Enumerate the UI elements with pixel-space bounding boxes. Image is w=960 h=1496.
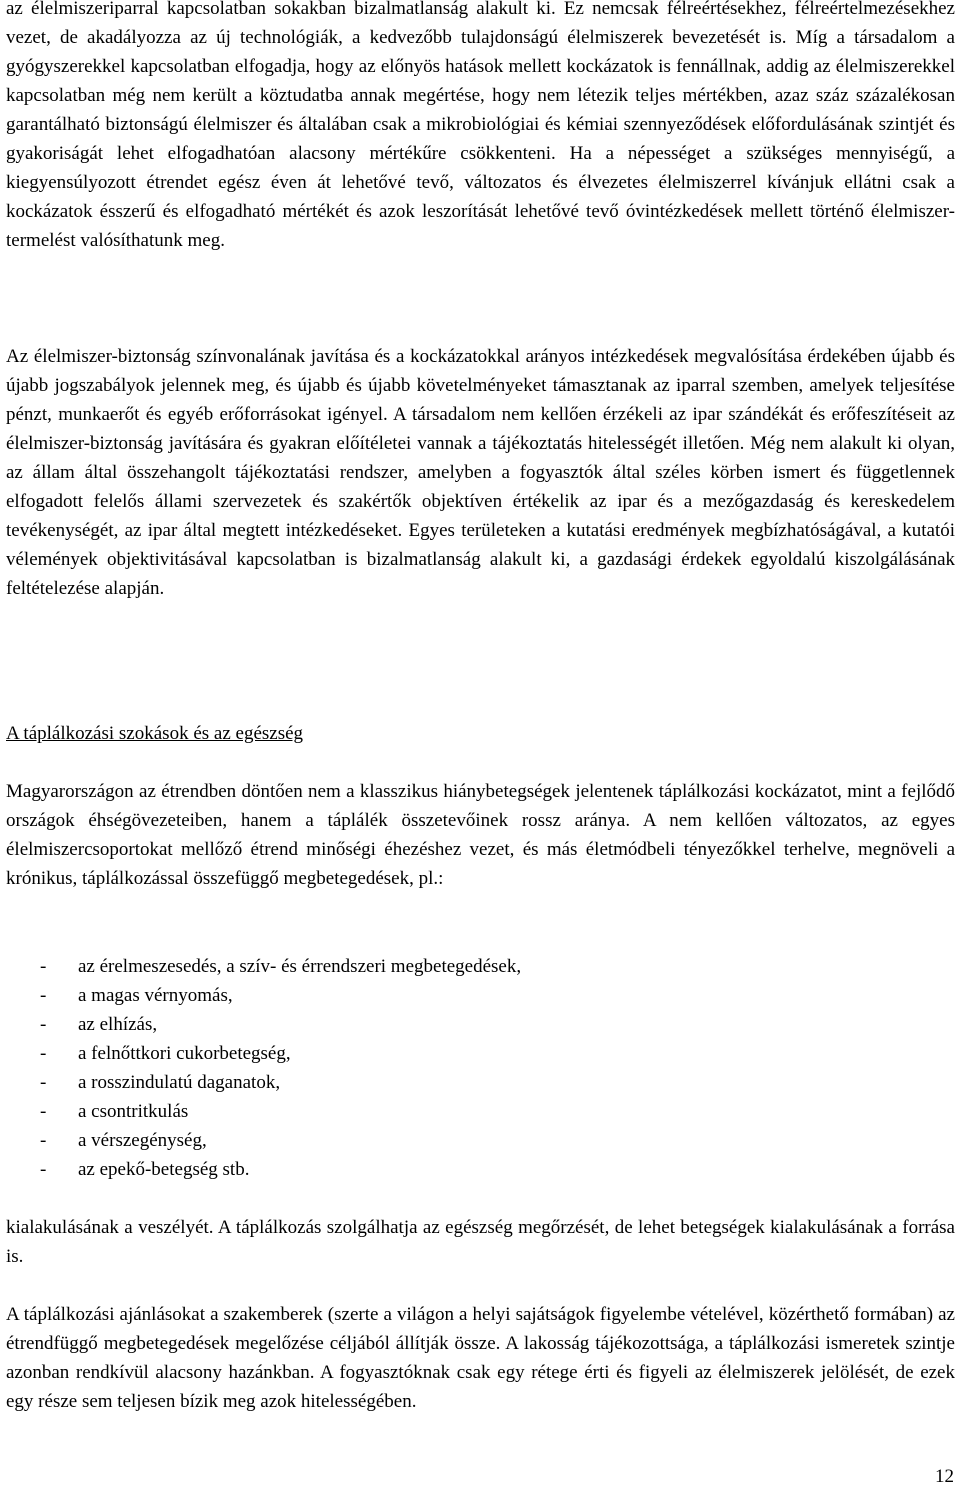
list-item: - az érelmeszesedés, a szív- és érrendszeri megbetegedések,: [6, 952, 955, 981]
paragraph-food-industry-distrust: az élelmiszeriparral kapcsolatban sokakban bizalmatlanság alakult ki. Ez nemcsak félreértésekhez, félreértelmezésekhez vezet, de akadályozza az új technológiák, a kedvezőbb tulajdonságú élelmiszerek bevezetését is. Míg a társadalom a gyógyszerekkel kapcsolatban elfogadja, hogy az előnyös hatások mellett kockázatok is fennállnak, addig az élelmiszerekkel kapcsolatban még nem került a köztudatba annak megértése, hogy nem létezik teljes mértékben, azaz száz százalékosan garantálható biztonságú élelmiszer és általában csak a mikrobiológiai és kémiai szennyeződések előfordulásának szintjét és gyakoriságát lehet elfogadhatóan alacsony mértékűre csökkenteni. Ha a népességet a szükséges mennyiségű, a kiegyensúlyozott étrendet egész éven át lehetővé tevő, változatos és élvezetes élelmiszerrel kívánjuk ellátni csak a kockázatok ésszerű és elfogadható mértékét és azok leszorítását lehetővé tevő óvintézkedések mellett történő élelmiszer-termelést valósíthatunk meg.: [6, 0, 955, 251]
section-heading: A táplálkozási szokások és az egészség: [6, 723, 304, 744]
page-number: 12: [935, 1466, 954, 1487]
paragraph-nutrition-risk: Magyarországon az étrendben döntően nem a klasszikus hiánybetegségek jelentenek táplálkozási kockázatot, mint a fejlődő országok éhségövezeteiben, hanem a táplálék összetevőinek rossz aránya. A nem kellően változatos, az egyes élelmiszercsoportokat mellőző étrend minőségi éhezéshez vezet, és más életmódbeli tényezőkkel terhelve, megnöveli a krónikus, táplálkozással összefüggő megbetegedések, pl.:: [6, 781, 955, 889]
list-item: - a csontritkulás: [6, 1097, 955, 1126]
paragraph-food-safety-regulation: Az élelmiszer-biztonság színvonalának javítása és a kockázatokkal arányos intézkedések megvalósítása érdekében újabb és újabb jogszabályok jelennek meg, és újabb és újabb követelményeket támasztanak az iparral szemben, amelyek teljesítése pénzt, munkaerőt és egyéb erőforrásokat igényel. A társadalom nem kellően érzékeli az ipar szándékát és erőfeszítéseit az élelmiszer-biztonság javítására és gyakran előítéletei vannak a tájékoztatás hitelességét illetően. Még nem alakult ki olyan, az állam által összehangolt tájékoztatási rendszer, amelyben a fogyasztók által széles körben ismert és függetlennek elfogadott felelős állami szervezetek és szakértők objektíven értékelik az ipar és a mezőgazdaság és kereskedelem tevékenységét, az ipar által megtett intézkedéseket. Egyes területeken a kutatási eredmények megbízhatóságával, a kutatói vélemények objektivitásával kapcsolatban is bizalmatlanság alakult ki, a gazdasági érdekek egyoldalú kiszolgálásának feltételezése alapján.: [6, 346, 955, 599]
paragraph-nutrition-recommendations: A táplálkozási ajánlásokat a szakemberek (szerte a világon a helyi sajátságok figyelembe vételével, közérthető formában) az étrendfüggő megbetegedések megelőzése céljából állítják össze. A lakosság tájékozottsága, a táplálkozási ismeretek szintje azonban rendkívül alacsony hazánkban. A fogyasztóknak csak egy rétege érti és figyeli az élelmiszerek jelölését, de ezek egy része sem teljesen bízik meg azok hitelességében.: [6, 1304, 955, 1412]
disease-list: [6, 952, 955, 1184]
list-item: - a rosszindulatú daganatok,: [6, 1068, 955, 1097]
list-item: - a vérszegénység,: [6, 1126, 955, 1155]
list-item: - az elhízás,: [6, 1010, 955, 1039]
list-item: - az epekő-betegség stb.: [6, 1155, 955, 1184]
list-item: - a felnőttkori cukorbetegség,: [6, 1039, 955, 1068]
paragraph-disease-risk: kialakulásának a veszélyét. A táplálkozás szolgálhatja az egészség megőrzését, de lehet betegségek kialakulásának a forrása is.: [6, 1217, 955, 1267]
list-item: - a magas vérnyomás,: [6, 981, 955, 1010]
